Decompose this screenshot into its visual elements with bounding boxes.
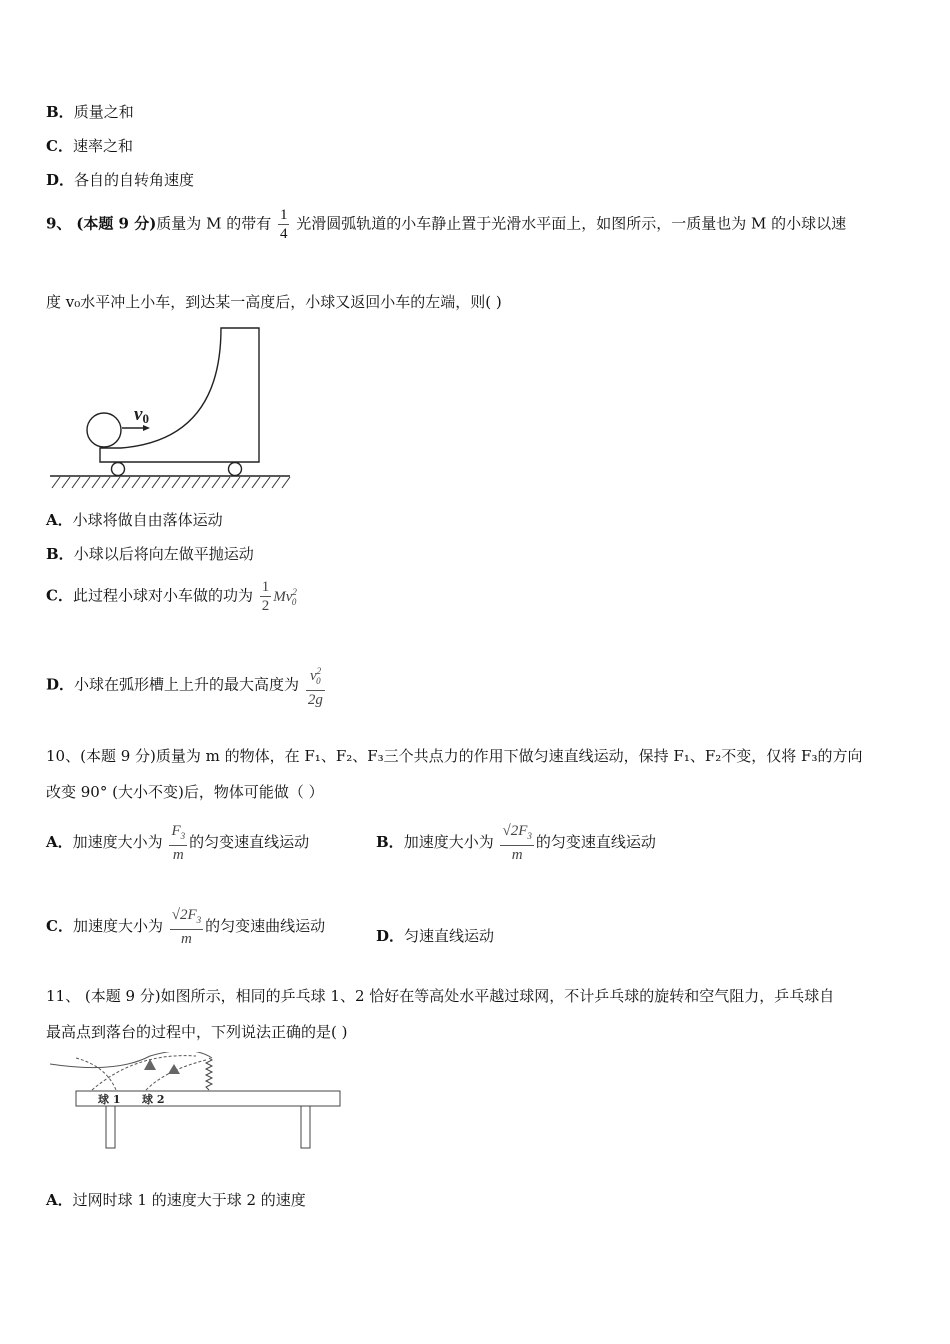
q10-stem-line1: 10、(本题 9 分)质量为 m 的物体，在 F₁、F₂、F₃三个共点力的作用下做匀速直线运动，保持 F₁、F₂不变，仅将 F₃的方向	[46, 747, 863, 765]
table-leg-right	[301, 1106, 310, 1148]
ball-dashed-path-2	[146, 1060, 206, 1090]
q9-stem-line1	[46, 206, 846, 243]
option-label: B．	[46, 103, 74, 121]
q10-option-d	[376, 926, 494, 946]
fraction-denominator: m	[169, 845, 187, 864]
option-text: 匀速直线运动	[404, 927, 495, 945]
option-pre: 加速度大小为	[72, 833, 163, 851]
fraction-denominator: m	[170, 929, 203, 948]
option-label: B．	[46, 545, 74, 563]
q11-table-tennis-figure	[46, 1052, 346, 1152]
option-label: D．	[46, 171, 75, 189]
option-text: 过网时球 1 的速度大于球 2 的速度	[72, 1191, 306, 1209]
q9-stem-line2: 度 v₀水平冲上小车，到达某一高度后，小球又返回小车的左端，则( )	[46, 293, 502, 311]
option-text: 速率之和	[72, 137, 133, 155]
q8-option-c	[46, 136, 133, 156]
q10-option-a	[46, 822, 309, 864]
option-post: 的匀变速曲线运动	[205, 917, 326, 935]
option-text: 小球将做自由落体运动	[72, 511, 223, 529]
stem-text: 质量为 M 的带有	[156, 214, 272, 233]
option-label: B．	[376, 833, 404, 851]
q9-cart-figure	[46, 322, 296, 494]
option-label: C．	[46, 917, 73, 935]
fraction-numerator	[500, 822, 533, 845]
math-term: √2F	[502, 823, 528, 839]
option-text: 小球在弧形槽上上升的最大高度为	[74, 675, 300, 694]
math-subscript: 3	[527, 831, 532, 841]
fraction-half	[260, 578, 272, 615]
q10-option-c	[46, 906, 325, 948]
stem-text: 光滑圆弧轨道的小车静止置于光滑水平面上，如图所示，一质量也为 M 的小球以速	[296, 214, 847, 233]
ball1-trajectory	[50, 1052, 212, 1068]
fraction-root2-f3-m	[500, 822, 533, 864]
ball-dashed-path	[92, 1056, 196, 1090]
option-post: 的匀变速直线运动	[189, 833, 310, 851]
fraction-numerator	[169, 822, 187, 845]
fraction-numerator: 1	[261, 579, 270, 595]
cart-body	[100, 328, 259, 462]
q11-option-a	[46, 1190, 306, 1210]
fraction-numerator	[306, 662, 325, 690]
math-term: √2F	[171, 907, 197, 923]
q11-stem-line1: 11、 (本题 9 分)如图所示，相同的乒乓球 1、2 恰好在等高处水平越过球网，不计乒乓球的旋转和空气阻力，乒乓球自	[46, 987, 835, 1005]
question-number: 9、	[46, 214, 72, 233]
math-subscript: 0	[291, 596, 297, 607]
math-expression	[273, 586, 297, 607]
velocity-label: v0	[134, 404, 149, 426]
q9-option-b	[46, 544, 254, 564]
fraction-numerator	[170, 906, 203, 929]
option-pre: 加速度大小为	[72, 917, 163, 935]
q9-option-c	[46, 578, 296, 615]
triangle-marker-icon	[168, 1064, 180, 1074]
fraction-numerator: 1	[279, 207, 288, 223]
option-text: 各自的自转角速度	[74, 171, 195, 189]
net-spring	[206, 1058, 212, 1090]
math-term: Mv	[273, 588, 293, 605]
math-term: v	[309, 668, 317, 684]
q10-option-b	[376, 822, 656, 864]
q8-option-b	[46, 102, 134, 122]
fraction-f3-m	[169, 822, 187, 864]
option-label: D．	[376, 927, 405, 945]
math-subscript: 3	[180, 831, 186, 841]
math-subscript: 0	[316, 676, 321, 686]
option-text: 此过程小球对小车做的功为	[72, 586, 253, 605]
fraction-denominator: 2g	[307, 692, 323, 708]
ball2-trajectory	[76, 1058, 116, 1090]
fraction-quarter	[278, 206, 290, 243]
ball1-label: 球 1	[98, 1093, 121, 1106]
fraction-denominator: 4	[279, 226, 288, 242]
math-subscript: 3	[196, 915, 202, 925]
q9-option-d	[46, 662, 327, 709]
wheel-left	[112, 463, 125, 476]
option-post: 的匀变速直线运动	[535, 833, 656, 851]
option-label: D．	[46, 675, 75, 694]
q8-option-d	[46, 170, 194, 190]
option-label: A．	[46, 1191, 73, 1209]
fraction-denominator: m	[500, 845, 533, 864]
option-text: 质量之和	[73, 103, 134, 121]
option-label: C．	[46, 137, 73, 155]
fraction-height	[306, 662, 325, 709]
math-superscript: 2	[316, 666, 322, 676]
q9-option-a	[46, 510, 223, 530]
option-pre: 加速度大小为	[403, 833, 494, 851]
option-label: A．	[46, 833, 73, 851]
ball2-label: 球 2	[142, 1093, 165, 1106]
fraction-denominator: 2	[261, 598, 270, 614]
wheel-right	[229, 463, 242, 476]
q11-stem-line2: 最高点到落台的过程中，下列说法正确的是( )	[46, 1023, 348, 1041]
option-text: 小球以后将向左做平抛运动	[73, 545, 254, 563]
question-points: (本题 9 分)	[76, 214, 157, 233]
option-label: A．	[46, 511, 73, 529]
ball	[87, 413, 121, 447]
math-term: F	[171, 823, 181, 839]
q10-stem-line2: 改变 90° (大小不变)后，物体可能做（ ）	[46, 783, 324, 801]
option-label: C．	[46, 586, 73, 605]
table-leg-left	[106, 1106, 115, 1148]
fraction-root2-f3-m	[170, 906, 203, 948]
math-superscript: 2	[292, 586, 297, 597]
